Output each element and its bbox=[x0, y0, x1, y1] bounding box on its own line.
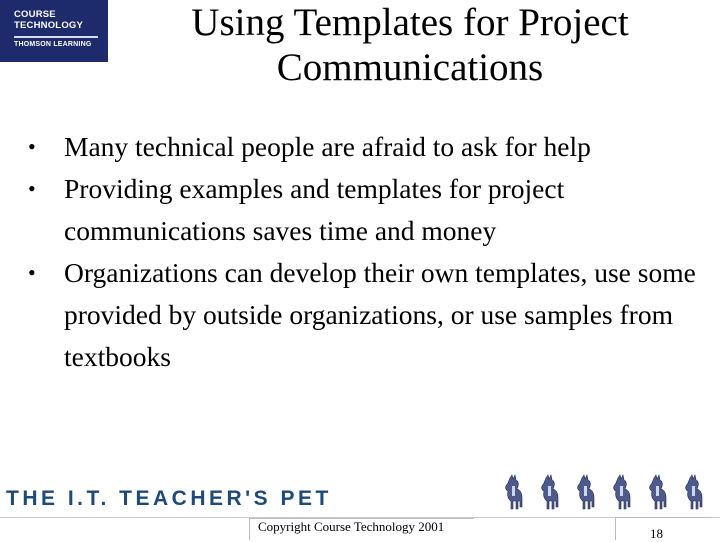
slide-title bbox=[120, 0, 700, 90]
dog-figure-icon bbox=[506, 475, 522, 509]
logo-line-3: THOMSON LEARNING bbox=[14, 41, 92, 48]
logo-divider bbox=[14, 36, 98, 38]
bullet-text: Many technical people are afraid to ask for help bbox=[64, 131, 591, 162]
bullet-text: Organizations can develop their own templates, use some provided by outside organizations, or use samples from textbooks bbox=[64, 257, 696, 372]
bullet-list bbox=[28, 126, 708, 378]
bullet-icon: • bbox=[28, 134, 36, 159]
logo-line-2: TECHNOLOGY bbox=[14, 20, 84, 31]
mascot-row bbox=[500, 474, 716, 518]
footer-banner: THE I.T. TEACHER'S PET bbox=[6, 487, 332, 510]
dog-figure-icon bbox=[686, 475, 702, 509]
copyright-text: Copyright Course Technology 2001 bbox=[258, 519, 445, 534]
page-number: 18 bbox=[650, 526, 663, 541]
page-number-box bbox=[615, 517, 711, 540]
bullet-icon: • bbox=[28, 260, 36, 285]
bullet-item bbox=[28, 252, 708, 378]
bullet-text: Providing examples and templates for project communications saves time and money bbox=[64, 173, 565, 246]
logo-line-1: COURSE bbox=[14, 9, 56, 20]
dog-figure-icon bbox=[614, 475, 630, 509]
slide-title-line-1: Using Templates for Project bbox=[191, 1, 629, 44]
slide-title-line-2: Communications bbox=[276, 46, 544, 89]
dog-figure-icon bbox=[650, 475, 666, 509]
bullet-item bbox=[28, 168, 708, 252]
dog-figure-icon bbox=[578, 475, 594, 509]
bullet-item bbox=[28, 126, 708, 168]
dog-figure-icon bbox=[542, 475, 558, 509]
course-technology-logo bbox=[0, 0, 108, 62]
bullet-icon: • bbox=[28, 176, 36, 201]
